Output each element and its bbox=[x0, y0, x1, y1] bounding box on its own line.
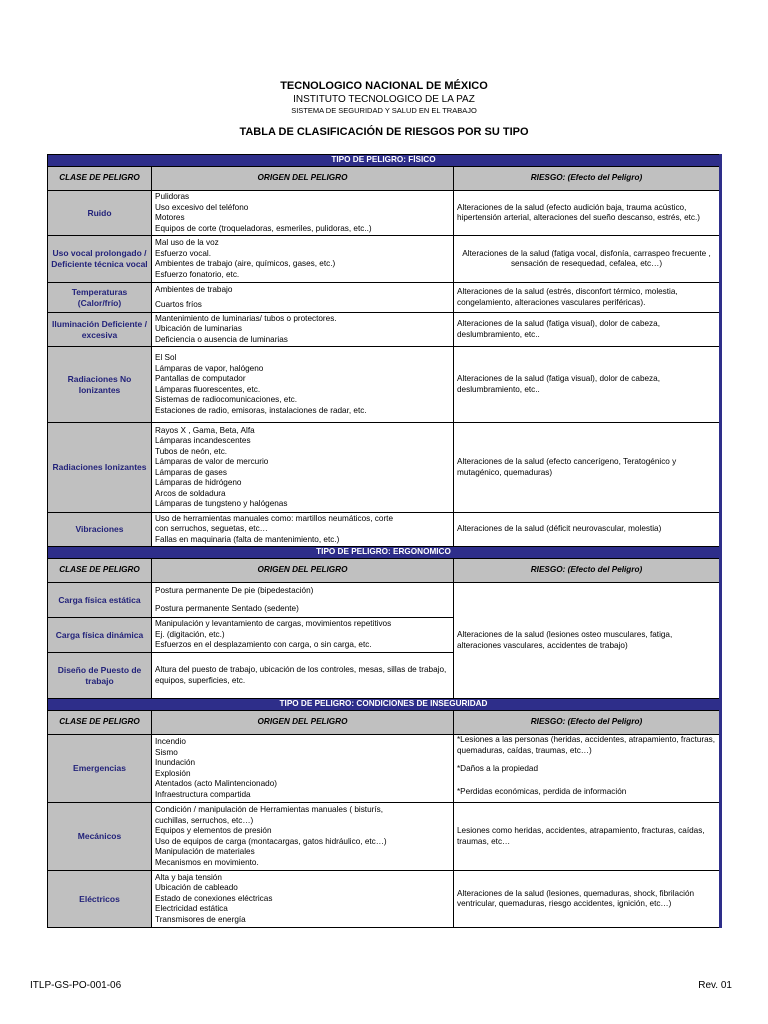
table-row bbox=[48, 583, 721, 618]
origen-line: Electricidad estática bbox=[155, 904, 228, 914]
col-riesgo-header: RIESGO: (Efecto del Peligro) bbox=[454, 559, 721, 583]
clase-cell: Eléctricos bbox=[48, 871, 152, 928]
origen-line: Manipulación y levantamiento de cargas, movimientos repetitivos bbox=[155, 619, 392, 629]
table-row bbox=[48, 735, 721, 803]
clase-cell: Radiaciones No Ionizantes bbox=[48, 347, 152, 423]
origen-line: Postura permanente Sentado (sedente) bbox=[155, 603, 299, 613]
riesgo-cell: Alteraciones de la salud (déficit neurovascular, molestia) bbox=[454, 513, 721, 547]
origen-line: Lámparas de tungsteno y halógenas bbox=[155, 499, 288, 508]
origen-line: Uso de herramientas manuales como: martillos neumáticos, corte bbox=[155, 513, 393, 523]
origen-line: Estado de conexiones eléctricas bbox=[155, 893, 273, 903]
origen-line: Tubos de neón, etc. bbox=[155, 446, 228, 456]
section-header-inseguridad bbox=[48, 699, 721, 711]
clase-cell: Carga física estática bbox=[48, 583, 152, 618]
clase-cell: Temperaturas (Calor/frío) bbox=[48, 283, 152, 313]
col-clase-header: CLASE DE PELIGRO bbox=[48, 167, 152, 191]
clase-cell: Vibraciones bbox=[48, 513, 152, 547]
origen-line: Pulidoras bbox=[155, 192, 190, 201]
origen-cell bbox=[152, 423, 454, 513]
col-riesgo-header: RIESGO: (Efecto del Peligro) bbox=[454, 167, 721, 191]
table-row bbox=[48, 803, 721, 871]
origen-line: Ambientes de trabajo (aire, químicos, gases, etc.) bbox=[155, 259, 336, 268]
origen-cell bbox=[152, 735, 454, 803]
origen-line: Atentados (acto Malintencionado) bbox=[155, 779, 277, 788]
origen-line: Sistemas de radiocomunicaciones, etc. bbox=[155, 395, 297, 404]
origen-line: Rayos X , Gama, Beta, Alfa bbox=[155, 425, 255, 435]
origen-line: Ambientes de trabajo bbox=[155, 285, 233, 294]
riesgo-cell: Alteraciones de la salud (fatiga visual), dolor de cabeza, deslumbramiento, etc.. bbox=[454, 347, 721, 423]
institute-name: INSTITUTO TECNOLOGICO DE LA PAZ bbox=[293, 94, 475, 105]
clase-cell: Radiaciones Ionizantes bbox=[48, 423, 152, 513]
section-header-fisico bbox=[48, 155, 721, 167]
column-header-row bbox=[48, 167, 721, 191]
origen-line: Pantallas de computador bbox=[155, 374, 246, 383]
col-riesgo-header: RIESGO: (Efecto del Peligro) bbox=[454, 711, 721, 735]
section-title: TIPO DE PELIGRO: CONDICIONES DE INSEGURIDAD bbox=[48, 699, 721, 711]
origen-line: Lámparas de valor de mercurio bbox=[155, 457, 269, 466]
origen-line: Uso excesivo del teléfono bbox=[155, 202, 249, 212]
table-row bbox=[48, 236, 721, 283]
origen-line: El Sol bbox=[155, 353, 177, 362]
riesgo-line: *Daños a la propiedad bbox=[457, 764, 539, 773]
origen-line: con serruchos, seguetas, etc… bbox=[155, 524, 268, 534]
origen-line: Sismo bbox=[155, 747, 178, 757]
col-clase-header: CLASE DE PELIGRO bbox=[48, 711, 152, 735]
riesgo-cell: Alteraciones de la salud (efecto cancerígeno, Teratogénico y mutagénico, quemaduras) bbox=[454, 423, 721, 513]
section-title: TIPO DE PELIGRO: FÍSICO bbox=[48, 155, 721, 167]
clase-cell: Carga física dinámica bbox=[48, 618, 152, 653]
clase-cell: Uso vocal prolongado / Deficiente técnica vocal bbox=[48, 236, 152, 283]
origen-line: Explosión bbox=[155, 768, 191, 778]
origen-line: Ej. (digitación, etc.) bbox=[155, 629, 225, 639]
document-title: TABLA DE CLASIFICACIÓN DE RIESGOS POR SU TIPO bbox=[239, 126, 529, 138]
origen-cell bbox=[152, 236, 454, 283]
origen-cell bbox=[152, 618, 454, 653]
origen-line: Condición / manipulación de Herramientas manuales ( bisturís, bbox=[155, 805, 383, 814]
origen-cell bbox=[152, 583, 454, 618]
riesgo-cell: Alteraciones de la salud (estrés, disconfort térmico, molestia, congelamiento, alteraciones vasculares periféricas). bbox=[454, 283, 721, 313]
table-row bbox=[48, 871, 721, 928]
riesgo-cell: Alteraciones de la salud (fatiga visual), dolor de cabeza, deslumbramiento, etc.. bbox=[454, 313, 721, 347]
origen-line: Lámparas fluorescentes, etc. bbox=[155, 384, 261, 394]
origen-line: cuchillas, serruchos, etc…) bbox=[155, 815, 254, 825]
origen-line: Alta y baja tensión bbox=[155, 872, 222, 882]
table-row bbox=[48, 423, 721, 513]
origen-line: Incendio bbox=[155, 737, 186, 746]
clase-cell: Mecánicos bbox=[48, 803, 152, 871]
origen-line: Esfuerzos en el desplazamiento con carga, o sin carga, etc. bbox=[155, 640, 372, 650]
system-name: SISTEMA DE SEGURIDAD Y SALUD EN EL TRABAJO bbox=[291, 106, 477, 115]
clase-cell: Diseño de Puesto de trabajo bbox=[48, 653, 152, 699]
origen-line: Uso de equipos de carga (montacargas, gatos hidráulico, etc…) bbox=[155, 836, 387, 846]
origen-cell bbox=[152, 347, 454, 423]
section-header-ergonomico bbox=[48, 547, 721, 559]
riesgo-cell: Alteraciones de la salud (lesiones, quemaduras, shock, fibrilación ventricular, quemaduras, riesgo accidentes, ignición, etc…) bbox=[454, 871, 721, 928]
origen-line: Motores bbox=[155, 213, 185, 222]
origen-line: Inundación bbox=[155, 758, 196, 767]
origen-cell bbox=[152, 803, 454, 871]
riesgo-cell: Alteraciones de la salud (fatiga vocal, disfonía, carraspeo frecuente , sensación de resequedad, cefalea, etc…) bbox=[454, 236, 721, 283]
origen-line: Lámparas incandescentes bbox=[155, 436, 251, 445]
riesgo-cell bbox=[454, 735, 721, 803]
origen-line: Mecanismos en movimiento. bbox=[155, 857, 259, 867]
origen-line: Altura del puesto de trabajo, ubicación de los controles, mesas, sillas de trabajo, equipos, superficies, etc. bbox=[155, 665, 447, 685]
origen-line: Manipulación de materiales bbox=[155, 847, 255, 856]
origen-line: Fallas en maquinaria (falta de mantenimiento, etc.) bbox=[155, 534, 340, 544]
col-origen-header: ORIGEN DEL PELIGRO bbox=[152, 559, 454, 583]
origen-line: Estaciones de radio, emisoras, instalaciones de radar, etc. bbox=[155, 405, 367, 415]
clase-cell: Iluminación Deficiente / excesiva bbox=[48, 313, 152, 347]
origen-cell bbox=[152, 653, 454, 699]
clase-cell: Emergencias bbox=[48, 735, 152, 803]
institution-name: TECNOLOGICO NACIONAL DE MÉXICO bbox=[280, 80, 488, 92]
origen-line: Infraestructura compartida bbox=[155, 789, 251, 799]
clase-cell: Ruido bbox=[48, 191, 152, 236]
table-row bbox=[48, 191, 721, 236]
origen-line: Ubicación de cableado bbox=[155, 883, 238, 893]
origen-line: Postura permanente De pie (bipedestación) bbox=[155, 586, 314, 595]
table-row bbox=[48, 313, 721, 347]
origen-line: Esfuerzo fonatorio, etc. bbox=[155, 269, 240, 279]
origen-line: Lámparas de gases bbox=[155, 467, 227, 477]
origen-line: Mal uso de la voz bbox=[155, 238, 219, 247]
origen-line: Equipos de corte (troqueladoras, esmeriles, pulidoras, etc..) bbox=[155, 223, 372, 233]
origen-cell bbox=[152, 283, 454, 313]
riesgo-line: *Perdidas económicas, perdida de información bbox=[457, 786, 627, 796]
origen-cell bbox=[152, 871, 454, 928]
origen-cell bbox=[152, 313, 454, 347]
origen-line: Ubicación de luminarias bbox=[155, 324, 242, 334]
riesgo-line: *Lesiones a las personas (heridas, accidentes, atrapamiento, fracturas, quemaduras, caídas, traumas, etc…) bbox=[457, 735, 716, 755]
riesgo-cell: Lesiones como heridas, accidentes, atrapamiento, fracturas, caídas, traumas, etc… bbox=[454, 803, 721, 871]
col-origen-header: ORIGEN DEL PELIGRO bbox=[152, 167, 454, 191]
table-row bbox=[48, 513, 721, 547]
col-origen-header: ORIGEN DEL PELIGRO bbox=[152, 711, 454, 735]
column-header-row bbox=[48, 559, 721, 583]
origen-line: Equipos y elementos de presión bbox=[155, 826, 272, 835]
document-code: ITLP-GS-PO-001-06 bbox=[30, 980, 122, 991]
origen-cell bbox=[152, 191, 454, 236]
origen-cell bbox=[152, 513, 454, 547]
origen-line: Mantenimiento de luminarias/ tubos o protectores. bbox=[155, 313, 337, 323]
origen-line: Deficiencia o ausencia de luminarias bbox=[155, 334, 288, 344]
table-row bbox=[48, 283, 721, 313]
table-row bbox=[48, 347, 721, 423]
origen-line: Lámparas de vapor, halógeno bbox=[155, 363, 264, 373]
origen-line: Arcos de soldadura bbox=[155, 488, 226, 498]
origen-line: Lámparas de hidrógeno bbox=[155, 478, 242, 487]
revision-label: Rev. 01 bbox=[698, 980, 732, 991]
origen-line: Cuartos fríos bbox=[155, 299, 202, 309]
risk-classification-table bbox=[47, 154, 722, 928]
col-clase-header: CLASE DE PELIGRO bbox=[48, 559, 152, 583]
section-title: TIPO DE PELIGRO: ERGONOMICO bbox=[48, 547, 721, 559]
origen-line: Transmisores de energía bbox=[155, 914, 246, 924]
riesgo-cell: Alteraciones de la salud (efecto audición baja, trauma acústico, hipertensión arterial, alteraciones del sueño descanso, estrés, etc.) bbox=[454, 191, 721, 236]
riesgo-cell: Alteraciones de la salud (lesiones osteo musculares, fatiga, alteraciones vasculares, accidentes de trabajo) bbox=[454, 583, 721, 699]
origen-line: Esfuerzo vocal. bbox=[155, 248, 211, 258]
column-header-row bbox=[48, 711, 721, 735]
